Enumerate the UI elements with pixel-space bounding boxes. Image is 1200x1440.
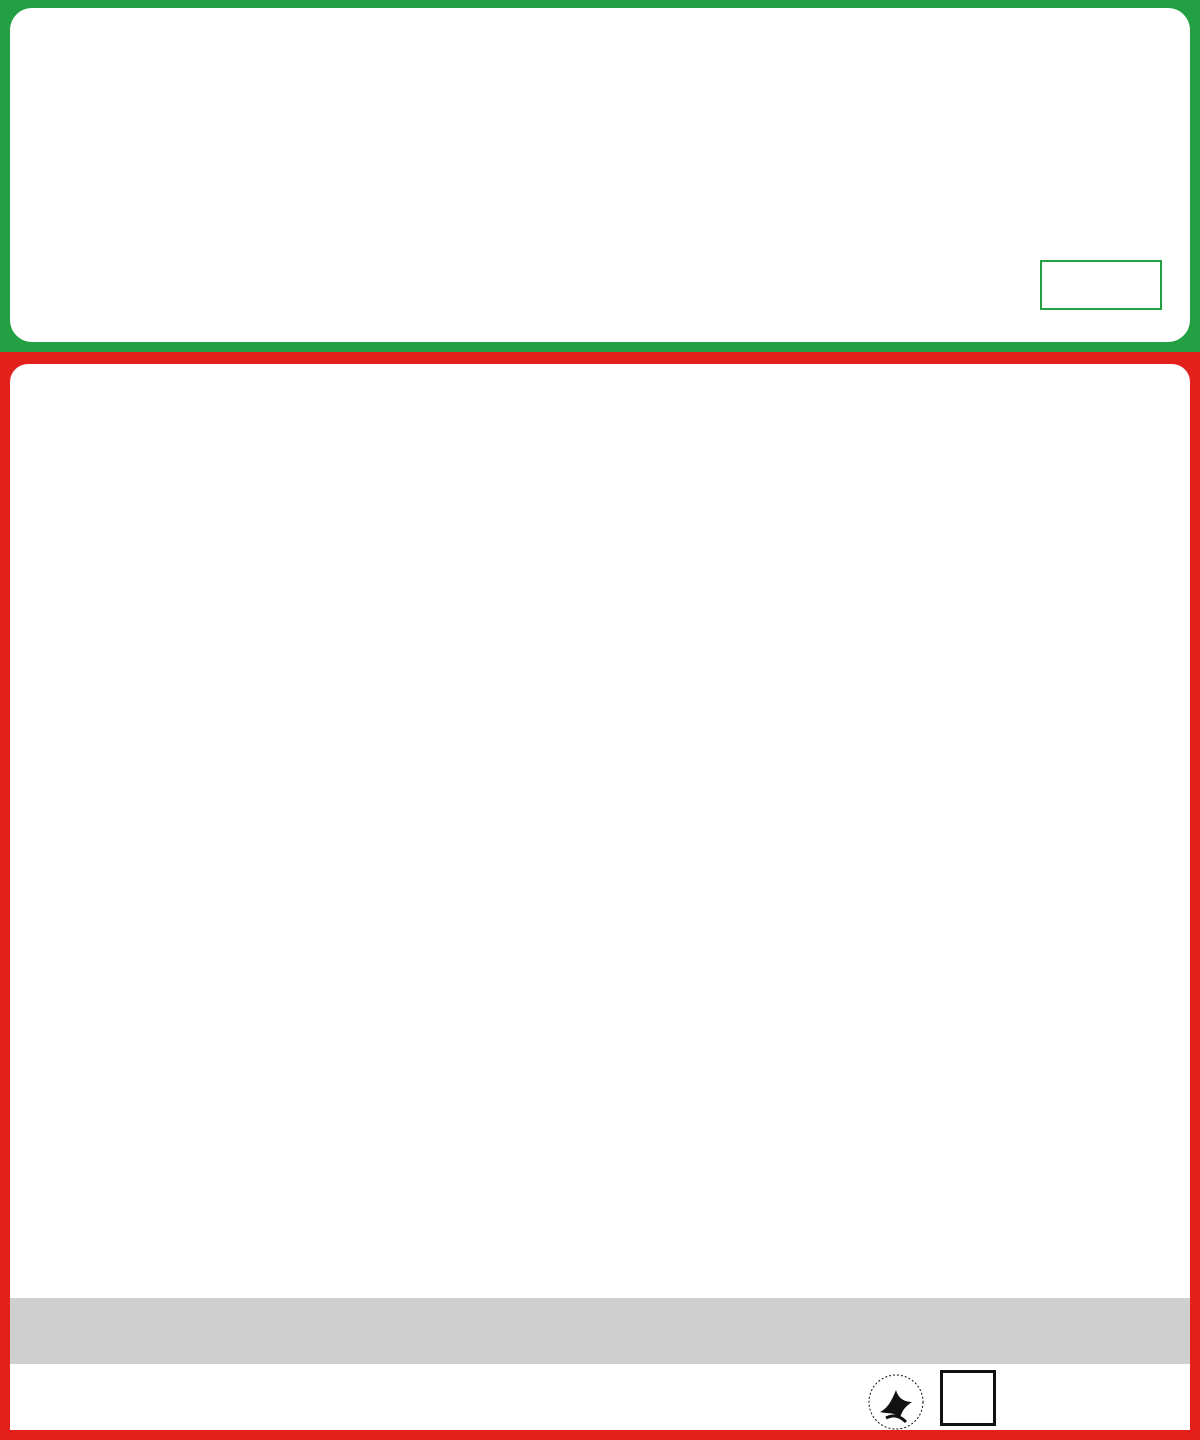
hhs-eagle-icon [866,1372,926,1432]
footer-logos-band [10,1366,1190,1430]
main-charts [0,0,1200,352]
errors-panel [10,364,1190,1430]
footer-info-band [10,1298,1190,1364]
color-key [1040,260,1162,310]
cdc-logo [940,1370,996,1426]
